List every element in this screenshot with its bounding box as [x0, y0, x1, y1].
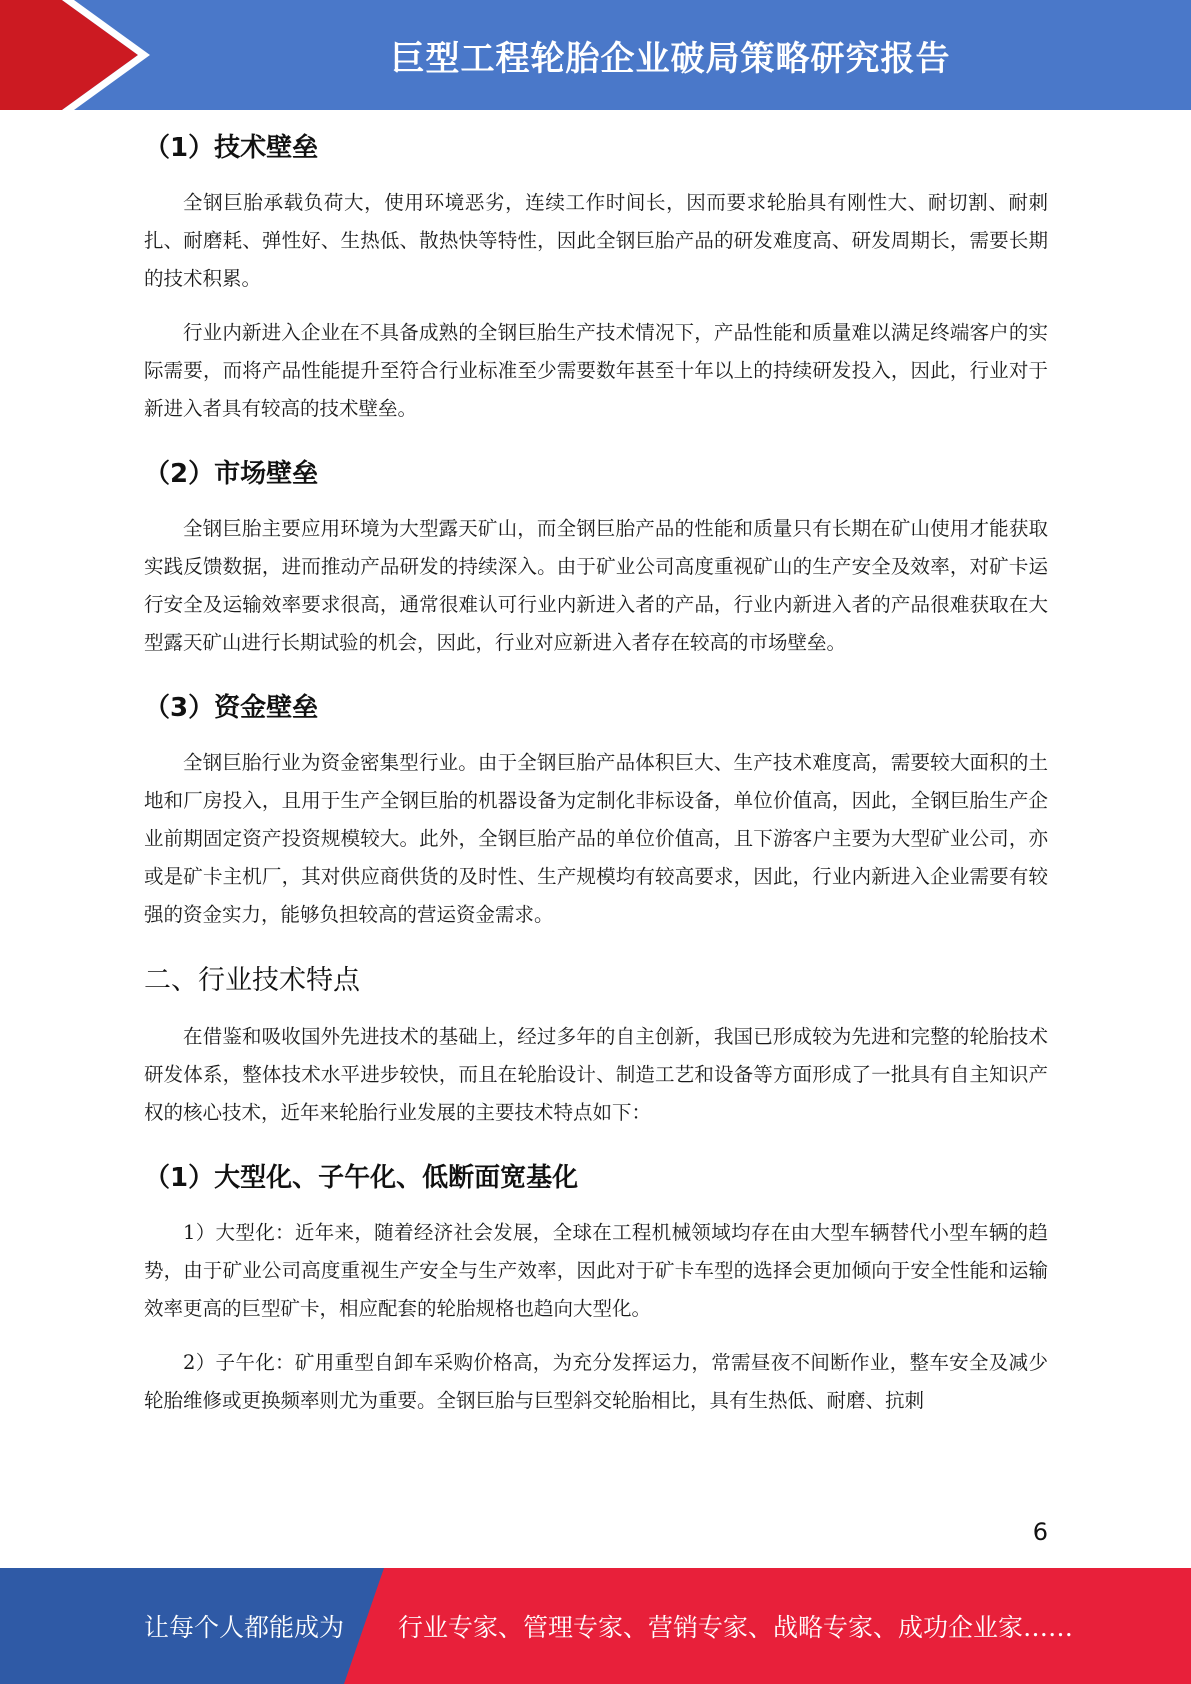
- header-chevron-decoration: [0, 0, 160, 110]
- paragraph: 2）子午化：矿用重型自卸车采购价格高，为充分发挥运力，常需昼夜不间断作业，整车安全及减少轮胎维修或更换频率则尤为重要。全钢巨胎与巨型斜交轮胎相比，具有生热低、耐磨、抗刺: [144, 1351, 1048, 1412]
- section-heading-large-radial: （1）大型化、子午化、低断面宽基化: [144, 1163, 579, 1193]
- paragraph: 在借鉴和吸收国外先进技术的基础上，经过多年的自主创新，我国已形成较为先进和完整的轮胎技术研发体系，整体技术水平进步较快，而且在轮胎设计、制造工艺和设备等方面形成了一批具有自主知识产权的核心技术，近年来轮胎行业发展的主要技术特点如下：: [144, 1025, 1048, 1124]
- paragraph: 行业内新进入企业在不具备成熟的全钢巨胎生产技术情况下，产品性能和质量难以满足终端客户的实际需要，而将产品性能提升至符合行业标准至少需要数年甚至十年以上的持续研发投入，因此，行业对于新进入者具有较高的技术壁垒。: [144, 321, 1048, 420]
- page-header: [0, 0, 1191, 110]
- paragraph: 全钢巨胎主要应用环境为大型露天矿山，而全钢巨胎产品的性能和质量只有长期在矿山使用才能获取实践反馈数据，进而推动产品研发的持续深入。由于矿业公司高度重视矿山的生产安全及效率，对矿卡运行安全及运输效率要求很高，通常很难认可行业内新进入者的产品，行业内新进入者的产品很难获取在大型露天矿山进行长期试验的机会，因此，行业对应新进入者存在较高的市场壁垒。: [144, 517, 1048, 654]
- section-heading-tech-barrier: （1）技术壁垒: [144, 133, 319, 163]
- paragraph: 1）大型化：近年来，随着经济社会发展，全球在工程机械领域均存在由大型车辆替代小型车辆的趋势，由于矿业公司高度重视生产安全与生产效率，因此对于矿卡车型的选择会更加倾向于安全性能和运输效率更高的巨型矿卡，相应配套的轮胎规格也趋向大型化。: [144, 1221, 1048, 1320]
- page-footer: [0, 1568, 1191, 1684]
- document-body: [144, 118, 1048, 1436]
- chapter-heading-tech-features: 二、行业技术特点: [144, 965, 360, 996]
- report-title: 巨型工程轮胎企业破局策略研究报告: [390, 38, 951, 79]
- paragraph: 全钢巨胎承载负荷大，使用环境恶劣，连续工作时间长，因而要求轮胎具有刚性大、耐切割、耐刺扎、耐磨耗、弹性好、生热低、散热快等特性，因此全钢巨胎产品的研发难度高、研发周期长，需要长期的技术积累。: [144, 191, 1048, 290]
- section-heading-capital-barrier: （3）资金壁垒: [144, 693, 319, 723]
- section-heading-market-barrier: （2）市场壁垒: [144, 459, 319, 489]
- footer-slogan-right: 行业专家、管理专家、营销专家、战略专家、成功企业家……: [398, 1613, 1074, 1642]
- footer-slogan-left: 让每个人都能成为: [144, 1613, 345, 1642]
- page-number: 6: [1032, 1518, 1048, 1546]
- paragraph: 全钢巨胎行业为资金密集型行业。由于全钢巨胎产品体积巨大、生产技术难度高，需要较大面积的土地和厂房投入，且用于生产全钢巨胎的机器设备为定制化非标设备，单位价值高，因此，全钢巨胎生产企业前期固定资产投资规模较大。此外，全钢巨胎产品的单位价值高，且下游客户主要为大型矿业公司，亦或是矿卡主机厂，其对供应商供货的及时性、生产规模均有较高要求，因此，行业内新进入企业需要有较强的资金实力，能够负担较高的营运资金需求。: [144, 751, 1048, 926]
